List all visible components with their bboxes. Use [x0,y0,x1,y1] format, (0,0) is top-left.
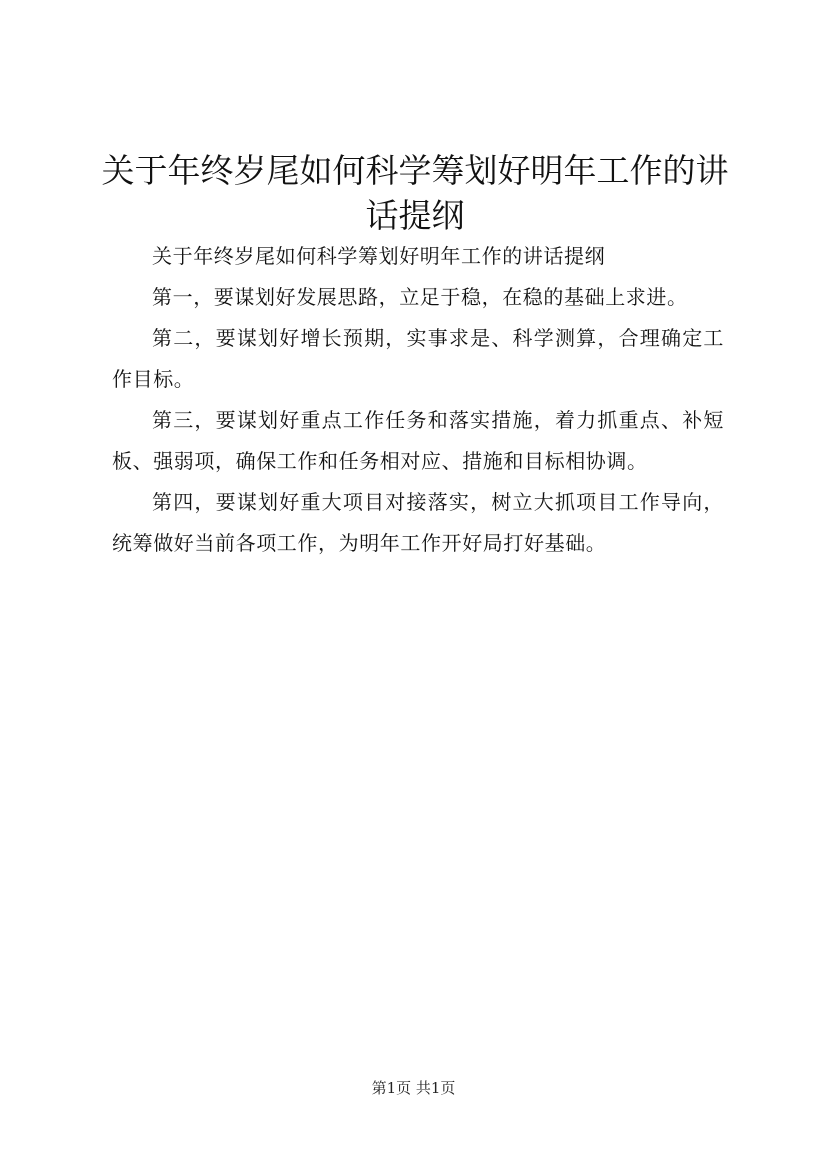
paragraph-heading: 关于年终岁尾如何科学筹划好明年工作的讲话提纲 [152,244,606,268]
paragraph-point-three: 第三，要谋划好重点工作任务和落实措施，着力抓重点、补短板、强弱项，确保工作和任务相对应、措施和目标相协调。 [112,408,724,473]
paragraph-point-one: 第一，要谋划好发展思路，立足于稳，在稳的基础上求进。 [152,285,688,309]
paragraph-point-four: 第四，要谋划好重大项目对接落实，树立大抓项目工作导向，统筹做好当前各项工作，为明年工作开好局打好基础。 [112,490,724,555]
page-number-footer: 第1页 共1页 [371,1079,456,1097]
document-body [112,236,724,564]
document-title: 关于年终岁尾如何科学筹划好明年工作的讲话提纲 [101,151,729,235]
paragraph-point-two: 第二，要谋划好增长预期，实事求是、科学测算，合理确定工作目标。 [112,326,724,391]
